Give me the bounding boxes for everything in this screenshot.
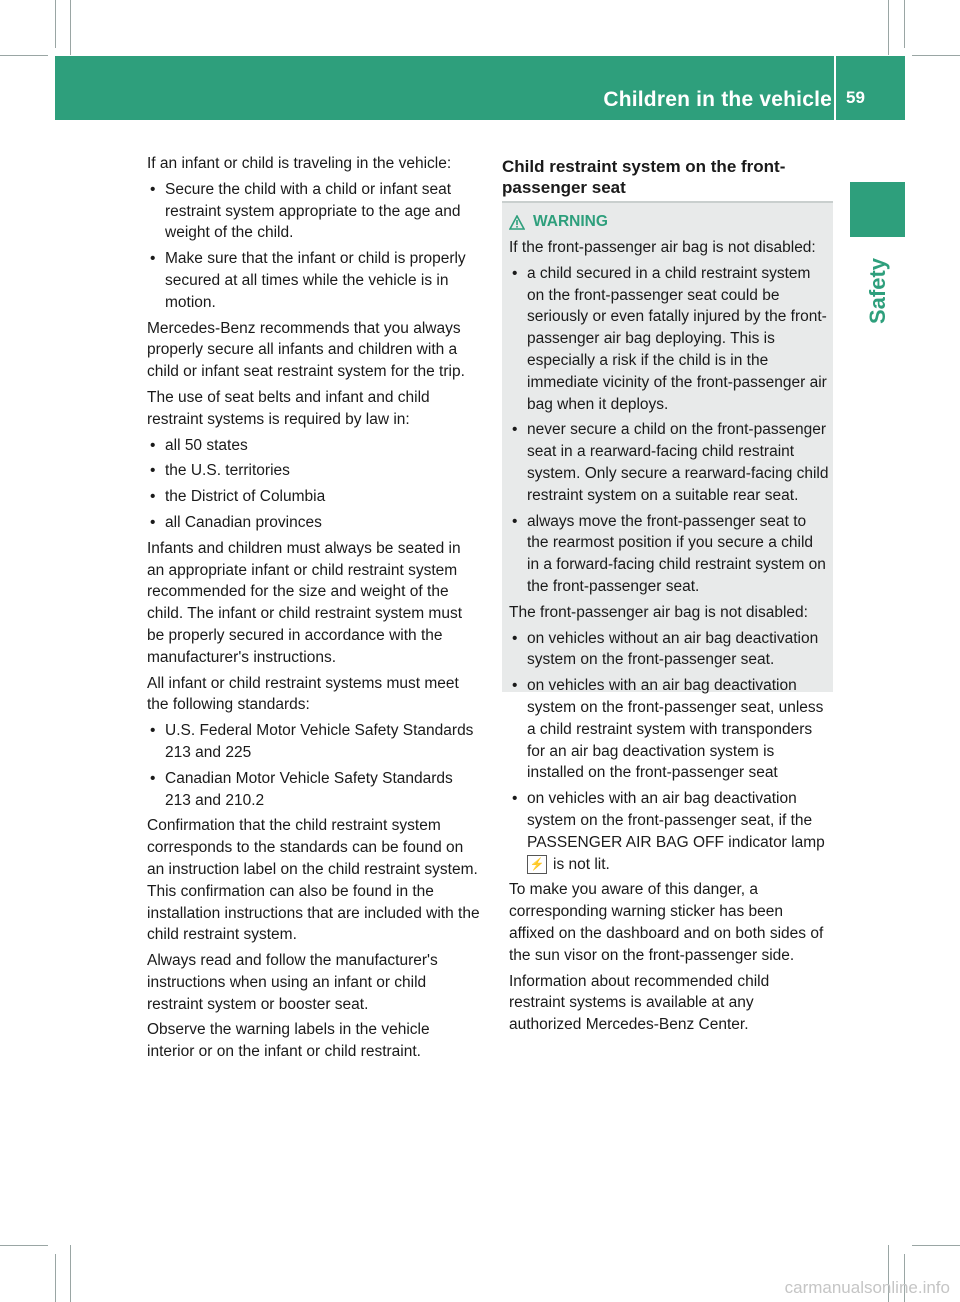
paragraph: Infants and children must always be seated in an appropriate infant or child restraint system recommended for the size and weight of the child. The infant or child restraint system must be properly secured in accordance with the manufacturer's instructions. bbox=[147, 539, 463, 666]
warning-heading bbox=[509, 213, 608, 231]
header-separator bbox=[834, 56, 836, 120]
list-item: • the U.S. territories bbox=[150, 462, 290, 480]
list-item: • all Canadian provinces bbox=[150, 513, 322, 531]
paragraph: Information about recommended child restraint systems is available at any authorized Mercedes-Benz Center. bbox=[509, 972, 770, 1034]
paragraph: The use of seat belts and infant and child restraint systems is required by law in: bbox=[147, 388, 430, 428]
right-column bbox=[509, 237, 829, 1040]
list-item: • never secure a child on the front-passenger seat in a rearward-facing child restraint system. Only secure a rearward-facing child restraint system on a suitable rear seat. bbox=[512, 421, 829, 504]
section-tab bbox=[858, 241, 898, 341]
list-item: • on vehicles with an air bag deactivation system on the front-passenger seat, if the PASSENGER AIR BAG OFF indicator lamp ⚡ is not lit. bbox=[512, 790, 825, 873]
paragraph: All infant or child restraint systems must meet the following standards: bbox=[147, 674, 459, 714]
warning-intro: If the front-passenger air bag is not disabled: bbox=[509, 239, 816, 256]
section-tab-marker bbox=[850, 182, 905, 237]
list-item: • on vehicles with an air bag deactivation system on the front-passenger seat, unless a child restraint system with transponders for an air bag deactivation system is installed on the front-passenger seat bbox=[512, 677, 824, 782]
watermark: carmanualsonline.info bbox=[784, 1278, 950, 1297]
list-item: • the District of Columbia bbox=[150, 488, 326, 506]
paragraph: Confirmation that the child restraint system corresponds to the standards can be found on an instruction label on the child restraint system. This confirmation can also be found in the installation instructions that are included with the child restraint system. bbox=[147, 817, 480, 944]
warning-triangle-icon bbox=[509, 215, 525, 230]
page-number: 59 bbox=[846, 88, 865, 107]
paragraph: To make you aware of this danger, a corresponding warning sticker has been affixed on the dashboard and on both sides of the sun visor on the front-passenger side. bbox=[509, 881, 824, 964]
list-item: • U.S. Federal Motor Vehicle Safety Standards 213 and 225 bbox=[150, 722, 474, 761]
intro-text: If an infant or child is traveling in the vehicle: bbox=[147, 155, 452, 172]
list-item: • all 50 states bbox=[150, 436, 248, 454]
page-title: Children in the vehicle bbox=[603, 88, 832, 111]
list-item: • Canadian Motor Vehicle Safety Standards 213 and 210.2 bbox=[150, 769, 453, 809]
paragraph: Observe the warning labels in the vehicle interior or on the infant or child restraint. bbox=[147, 1021, 430, 1061]
section-tab-label: Safety bbox=[865, 257, 890, 325]
warning-label: WARNING bbox=[533, 213, 608, 230]
list-item: • always move the front-passenger seat to the rearmost position if you secure a child in a forward-facing child restraint system on the front-passenger seat. bbox=[512, 512, 826, 595]
list-item: • Make sure that the infant or child is properly secured at all times while the vehicle is in motion. bbox=[150, 250, 466, 311]
list-item: • a child secured in a child restraint system on the front-passenger seat could be seriously or even fatally injured by the front-passenger air bag deploying. This is especially a risk if the child is in the immediate vicinity of the front-passenger air bag when it deploys. bbox=[512, 264, 827, 413]
left-column bbox=[147, 153, 481, 1067]
paragraph: Always read and follow the manufacturer's instructions when using an infant or child restraint system or booster seat. bbox=[147, 952, 438, 1013]
paragraph: The front-passenger air bag is not disabled: bbox=[509, 603, 808, 621]
airbag-off-lamp-icon: ⚡ bbox=[527, 855, 547, 874]
list-item: • Secure the child with a child or infant seat restraint system appropriate to the age and weight of the child. bbox=[150, 180, 461, 242]
paragraph: Mercedes-Benz recommends that you always properly secure all infants and children with a child or infant seat restraint system for the trip. bbox=[147, 319, 465, 381]
section-heading: Child restraint system on the front-passenger seat bbox=[502, 157, 786, 197]
list-item: • on vehicles without an air bag deactivation system on the front-passenger seat. bbox=[512, 629, 819, 669]
